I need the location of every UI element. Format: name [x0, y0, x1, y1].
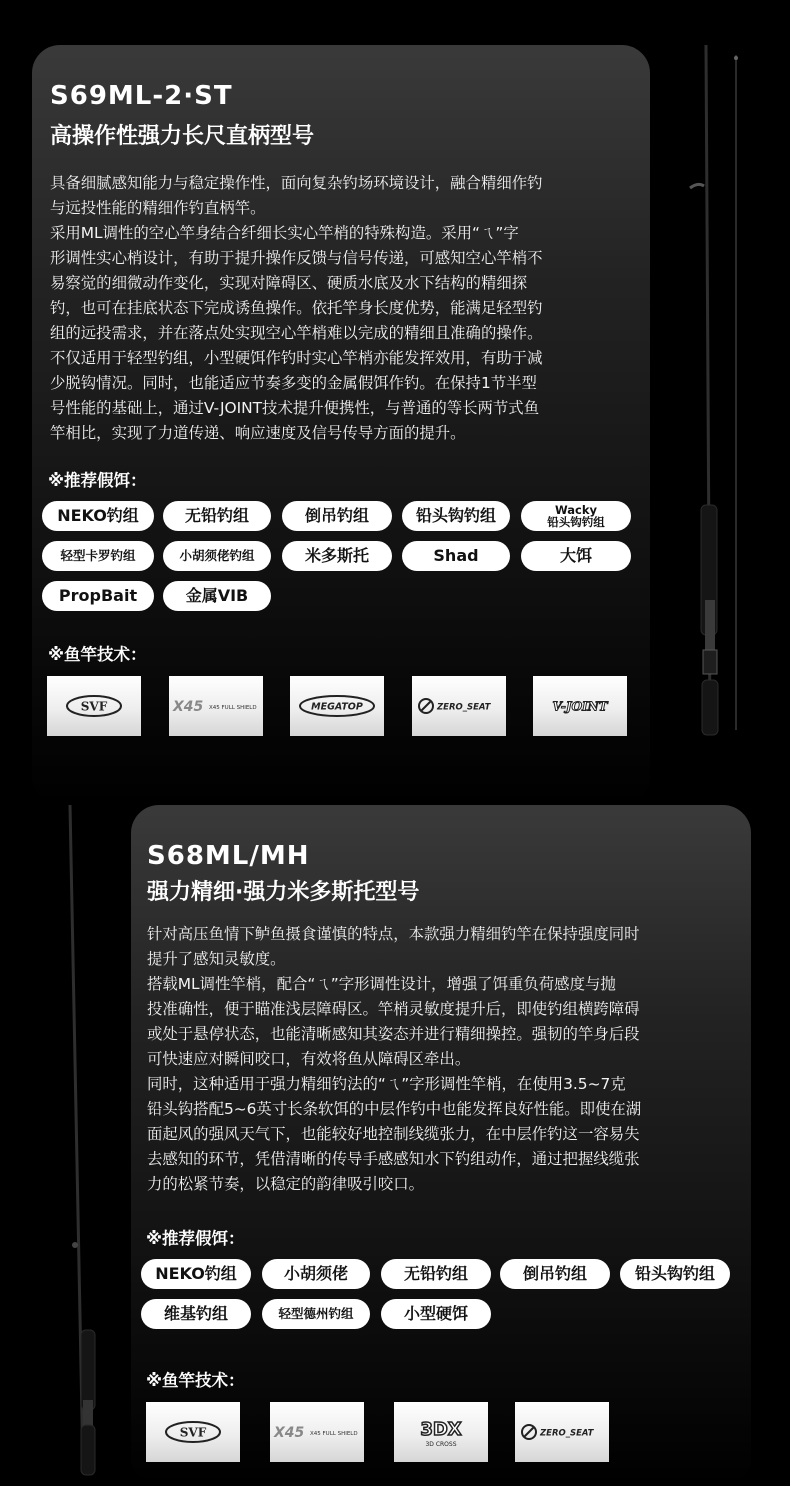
3dx-logo-subtext: 3D CROSS [425, 1441, 457, 1448]
svf-logo [146, 1402, 240, 1462]
x45-logo-text: X45 FULL SHIELD [209, 705, 257, 711]
product-description: 具备细腻感知能力与稳定操作性，面向复杂钓场环境设计，融合精细作钓 与远投性能的精细作钓直柄竿。 采用ML调性的空心竿身结合纤细长实心竿梢的特殊构造。采用“ㄟ”字 形调性实心梢设计，有助于提升操作反馈与信号传递，可感知空心竿梢不 易察觉的细微动作变化，实现对障碍区、硬质水底及水下结构的精细探 钓，也可在挂底状态下完成诱鱼操作。依托竿身长度优势，能满足轻型钓 组的远投需求，并在落点处实现空心竿梢难以完成的精细且准确的操作。 不仅适用于轻型钓组，小型硬饵作钓时实心竿梢亦能发挥效用，有助于减 少脱钩情况。同时，也能适应节奏多变的金属假饵作钓。在保持1节半型 号性能的基础上，通过V-JOINT技术提升便携性，与普通的等长两节式鱼 竿相比，实现了力道传递、响应速度及信号传导方面的提升。 [50, 174, 543, 442]
zero-seat-logo-text: ZERO_SEAT [540, 1428, 594, 1439]
lures-label: ※推荐假饵： [48, 471, 147, 490]
lure-tag-line: 铅头钩钓组 [547, 515, 605, 529]
lures-label: ※推荐假饵： [146, 1229, 245, 1248]
tech-label: ※鱼竿技术： [146, 1371, 245, 1390]
product-description: 针对高压鱼情下鲈鱼摄食谨慎的特点，本款强力精细钓竿在保持强度同时 提升了感知灵敏度。 搭载ML调性竿梢，配合“ㄟ”字形调性设计，增强了饵重负荷感度与抛 投准确性，便于瞄准浅层障碍区。竿梢灵敏度提升后，即使钓组横跨障碍 或处于悬停状态，也能清晰感知其姿态并进行精细操控。强韧的竿身后段 可快速应对瞬间咬口，有效将鱼从障碍区牵出。 同时，这种适用于强力精细钓法的“ㄟ”字形调性竿梢，在使用3.5~7克 铅头钩搭配5~6英寸长条软饵的中层作钓中也能发挥良好性能。即使在湖 面起风的强风天气下，也能较好地控制线缆张力，在中层作钓这一容易失 去感知的环节，凭借清晰的传导手感感知水下钓组动作，通过把握线缆张 力的松紧节奏，以稳定的韵律吸引咬口。 [147, 925, 642, 1193]
lure-tag-line: Wacky [555, 503, 597, 517]
x45-logo [169, 676, 263, 736]
svf-logo-text: SVF [80, 699, 108, 714]
v-joint-logo [533, 676, 627, 736]
lure-tag: 倒吊钓组 [500, 1259, 610, 1289]
lure-tag: 铅头钩钓组 [620, 1259, 730, 1289]
lure-tag: 轻型卡罗钓组 [42, 541, 154, 571]
lure-tag: NEKO钓组 [141, 1259, 251, 1289]
lure-tag: 米多斯托 [282, 541, 392, 571]
product-card-s68ml [131, 805, 751, 1486]
lure-tag: 倒吊钓组 [282, 501, 392, 531]
x45-logo [270, 1402, 364, 1462]
3dx-logo [394, 1402, 488, 1462]
fishing-rod-image-2 [55, 800, 105, 1480]
svf-logo [47, 676, 141, 736]
3dx-logo-text: 3DX [420, 1419, 462, 1440]
model-name: S69ML-2·ST [50, 81, 233, 111]
megatop-logo-text: MEGATOP [311, 701, 363, 713]
svg-text:X45: X45 [173, 699, 204, 715]
model-subtitle: 高操作性强力长尺直柄型号 [50, 124, 315, 149]
zero-seat-logo [412, 676, 506, 736]
model-name: S68ML/MH [147, 841, 310, 871]
lure-tag [521, 501, 631, 531]
lure-tag: 小型硬饵 [381, 1299, 491, 1329]
lure-tag: 无铅钓组 [381, 1259, 491, 1289]
lure-tag: 小胡须佬钓组 [163, 541, 271, 571]
fishing-rod-image-1 [686, 40, 746, 740]
lure-tag: 无铅钓组 [163, 501, 271, 531]
model-subtitle: 强力精细·强力米多斯托型号 [147, 880, 420, 905]
lure-tag: 金属VIB [163, 581, 271, 611]
zero-seat-logo [515, 1402, 609, 1462]
svg-text:X45: X45 [274, 1425, 305, 1441]
v-joint-logo-text: V-JOINT [552, 699, 608, 714]
lure-tag: 小胡须佬 [262, 1259, 370, 1289]
lure-tag: 铅头钩钓组 [402, 501, 510, 531]
lure-tag: 维基钓组 [141, 1299, 251, 1329]
lure-tag: 大饵 [521, 541, 631, 571]
product-card-s69ml [32, 45, 650, 805]
lure-tag: 轻型德州钓组 [262, 1299, 370, 1329]
lure-tag: NEKO钓组 [42, 501, 154, 531]
zero-seat-logo-text: ZERO_SEAT [437, 702, 491, 713]
lure-tag: PropBait [42, 581, 154, 611]
megatop-logo [290, 676, 384, 736]
tech-label: ※鱼竿技术： [48, 645, 147, 664]
svf-logo-text: SVF [179, 1425, 207, 1440]
x45-logo-text: X45 FULL SHIELD [310, 1431, 358, 1437]
lure-tag: Shad [402, 541, 510, 571]
